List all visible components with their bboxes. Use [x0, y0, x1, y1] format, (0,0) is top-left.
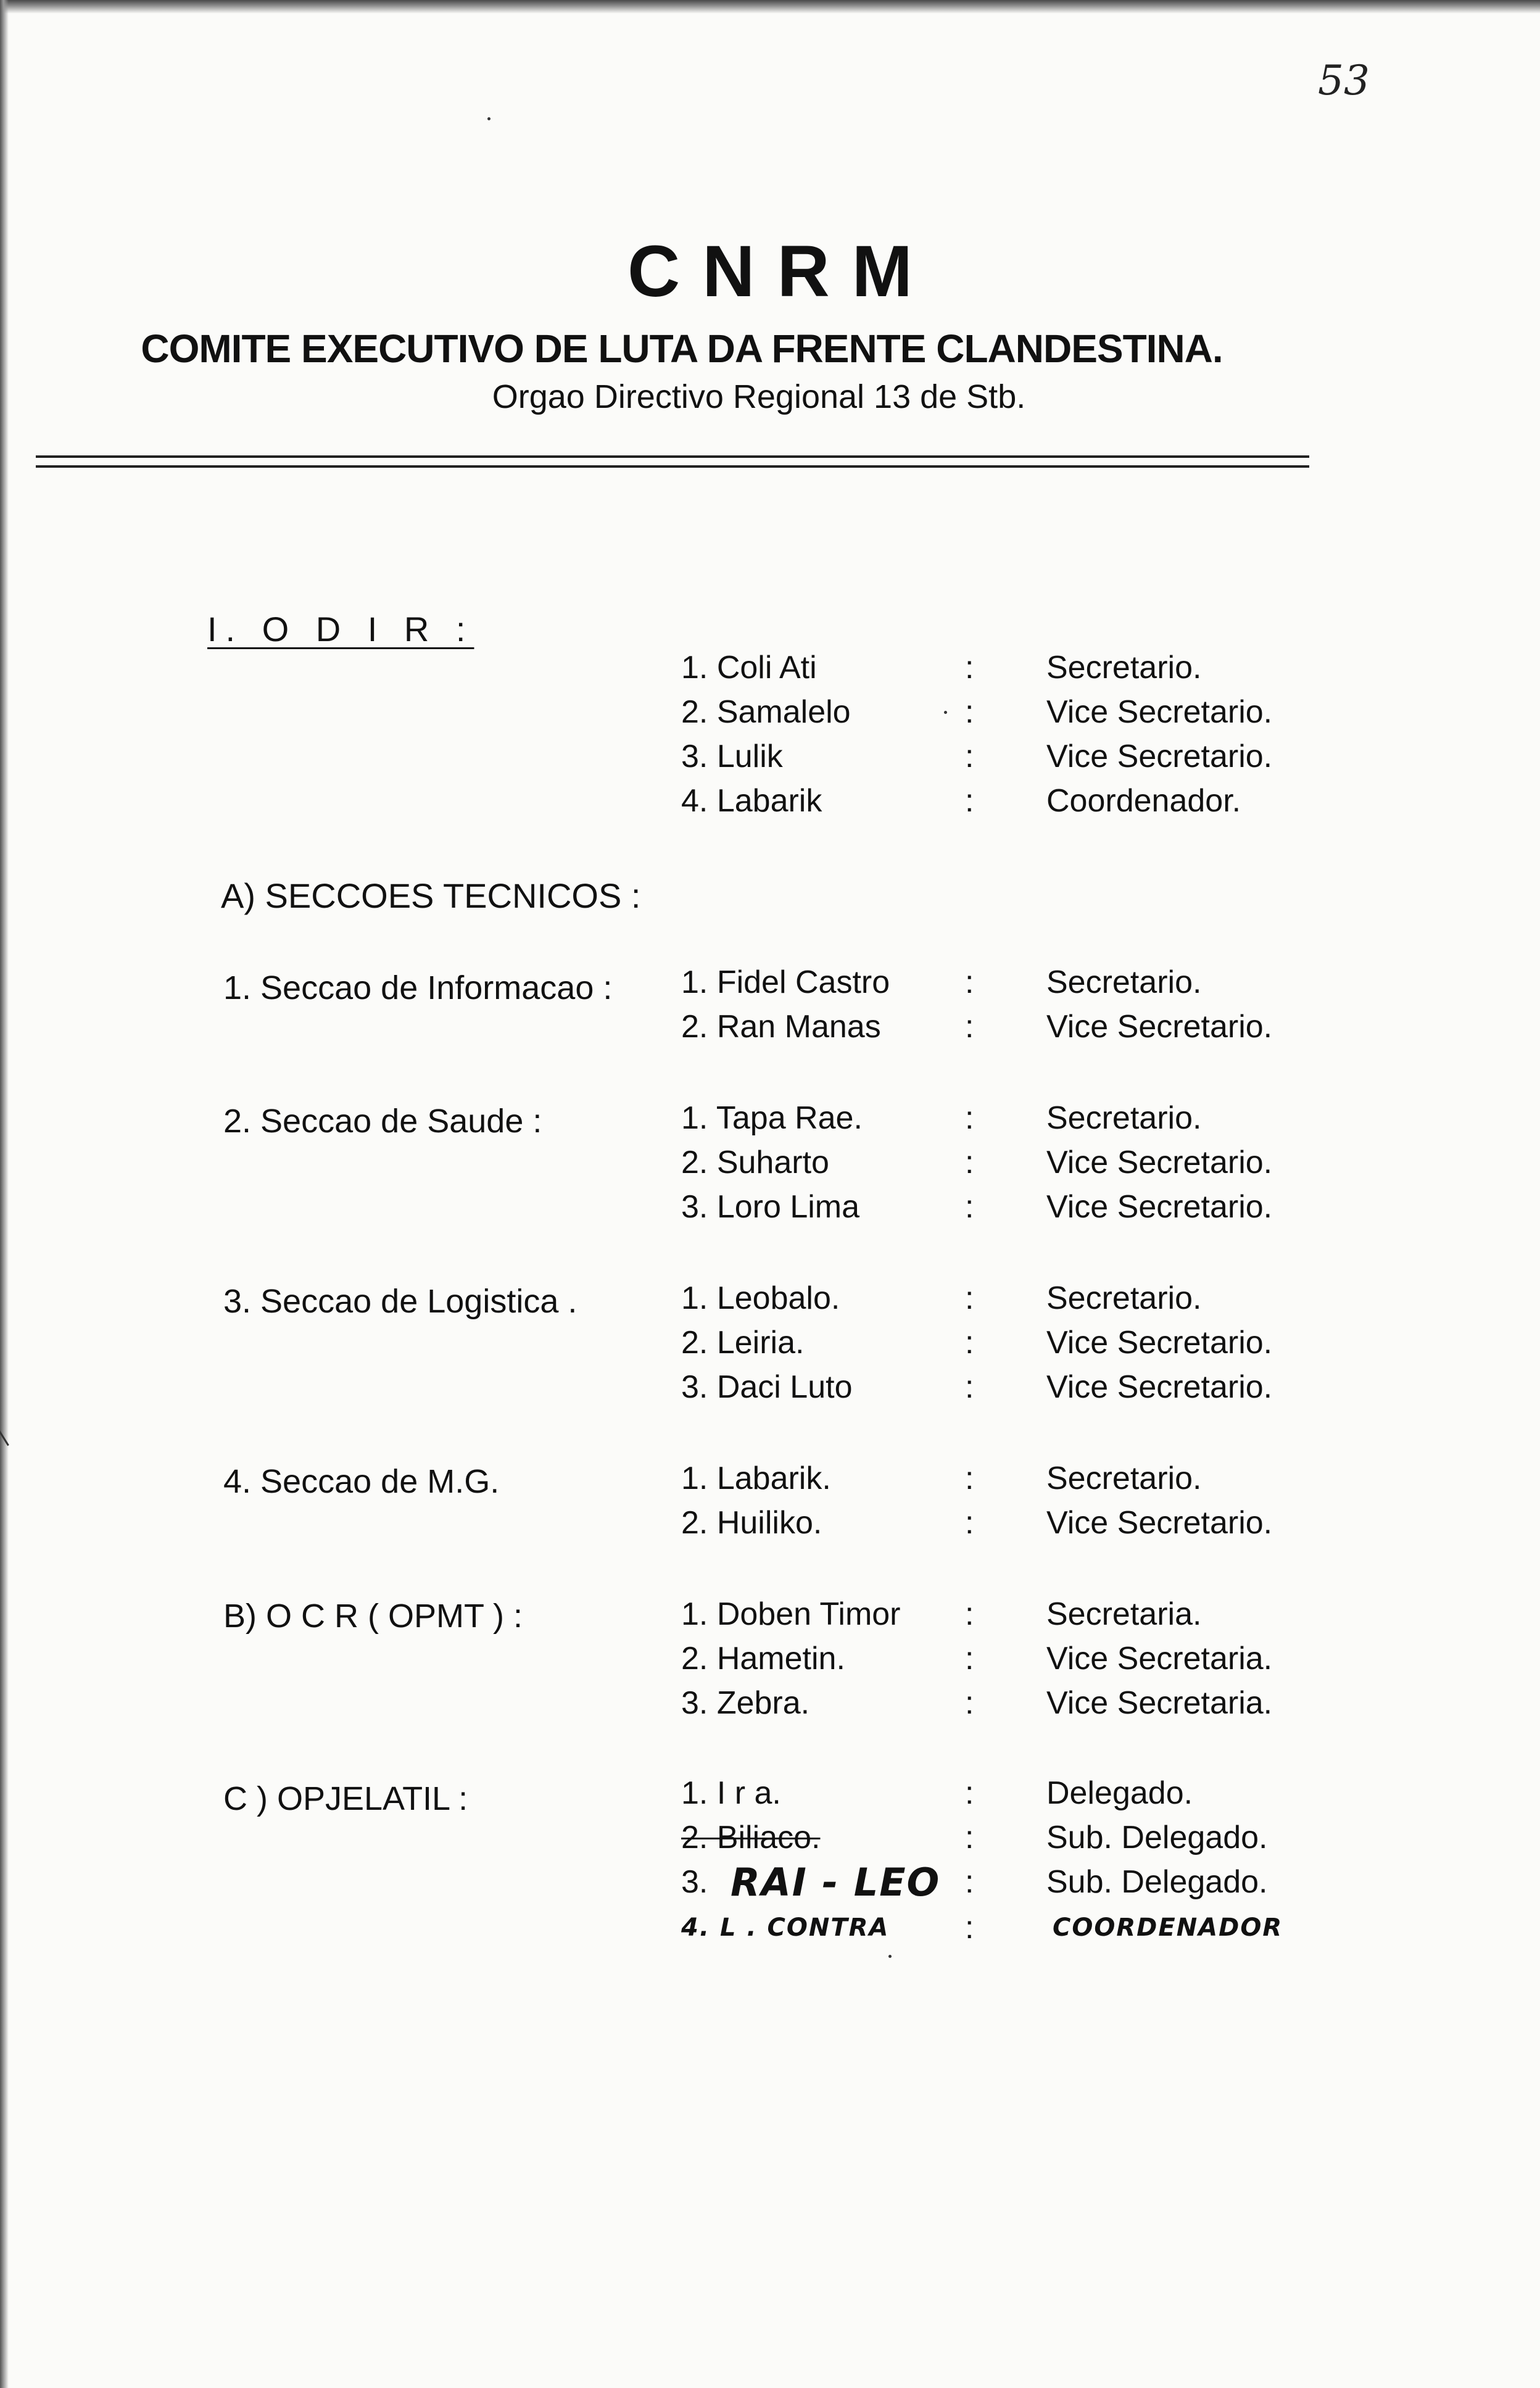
header-divider-bottom	[36, 465, 1309, 468]
member-name: 1. Tapa Rae.	[681, 1100, 863, 1136]
scan-speck	[487, 117, 491, 120]
member-name: 3. Loro Lima	[681, 1189, 860, 1225]
section-label: 2. Seccao de Saude :	[223, 1103, 542, 1140]
odir-member-role: Secretario.	[1046, 650, 1202, 686]
member-role: Vice Secretario.	[1046, 1009, 1273, 1045]
member-colon: :	[965, 1369, 974, 1405]
page-subtitle: COMITE EXECUTIVO DE LUTA DA FRENTE CLANDESTINA.	[141, 326, 1223, 371]
header-divider-top	[36, 455, 1309, 458]
member-name: 1. Labarik.	[681, 1461, 831, 1496]
member-role: Vice Secretaria.	[1046, 1685, 1273, 1721]
member-role: Vice Secretario.	[1046, 1325, 1273, 1361]
member-colon: :	[965, 1189, 974, 1225]
odir-member-role: Vice Secretario.	[1046, 739, 1273, 774]
member-name: 1. Fidel Castro	[681, 964, 890, 1000]
page-number: 53	[1318, 57, 1370, 104]
odir-member-colon: :	[965, 783, 974, 819]
odir-member-name: 2. Samalelo	[681, 694, 851, 730]
member-colon: :	[965, 1145, 974, 1180]
scan-shadow-top	[0, 0, 1540, 14]
page-title: CNRM	[627, 231, 935, 312]
odir-member-colon: :	[965, 650, 974, 686]
member-name: 3. Zebra.	[681, 1685, 810, 1721]
member-name: 2. Hametin.	[681, 1641, 845, 1677]
member-role: Sub. Delegado.	[1046, 1820, 1268, 1855]
member-role: Secretario.	[1046, 964, 1202, 1000]
section-label: C ) OPJELATIL :	[223, 1780, 468, 1817]
handwritten-role: COORDENADOR	[1053, 1913, 1283, 1942]
section-label: B) O C R ( OPMT ) :	[223, 1598, 523, 1635]
member-colon: :	[965, 1685, 974, 1721]
page-subtitle-secondary: Orgao Directivo Regional 13 de Stb.	[492, 378, 1026, 415]
member-colon: :	[965, 1461, 974, 1496]
member-name: 1. Doben Timor	[681, 1596, 901, 1632]
scan-speck	[888, 1955, 892, 1958]
member-colon: :	[965, 1100, 974, 1136]
member-colon: :	[965, 1910, 974, 1946]
odir-member-colon: :	[965, 739, 974, 774]
odir-heading: I. O D I R :	[207, 610, 474, 649]
member-role: Vice Secretario.	[1046, 1189, 1273, 1225]
member-colon: :	[965, 964, 974, 1000]
member-role: Secretario.	[1046, 1100, 1202, 1136]
member-name: 3. Daci Luto	[681, 1369, 853, 1405]
member-role: Secretaria.	[1046, 1596, 1202, 1632]
section-label: 4. Seccao de M.G.	[223, 1463, 500, 1500]
member-number: 3.	[681, 1864, 708, 1900]
member-role: Secretario.	[1046, 1280, 1202, 1316]
handwritten-name: RAI - LEO	[731, 1860, 941, 1905]
section-label: 3. Seccao de Logistica .	[223, 1283, 578, 1320]
member-role: Vice Secretario.	[1046, 1505, 1273, 1541]
odir-member-role: Coordenador.	[1046, 783, 1241, 819]
member-role: Vice Secretario.	[1046, 1369, 1273, 1405]
odir-member-name: 1. Coli Ati	[681, 650, 817, 686]
member-colon: :	[965, 1641, 974, 1677]
member-colon: :	[965, 1775, 974, 1811]
odir-member-name: 4. Labarik	[681, 783, 822, 819]
member-colon: :	[965, 1009, 974, 1045]
section-label: 1. Seccao de Informacao :	[223, 969, 613, 1006]
member-role: Secretario.	[1046, 1461, 1202, 1496]
member-name: 2. Huiliko.	[681, 1505, 822, 1541]
member-colon: :	[965, 1864, 974, 1900]
handwritten-name: 4. L . CONTRA	[681, 1913, 890, 1942]
member-name-struck: 2. Biliaco.	[681, 1820, 821, 1855]
member-colon: :	[965, 1505, 974, 1541]
scan-speck	[944, 711, 947, 714]
member-name: 1. I r a.	[681, 1775, 781, 1811]
member-role: Delegado.	[1046, 1775, 1193, 1811]
odir-member-name: 3. Lulik	[681, 739, 783, 774]
member-colon: :	[965, 1820, 974, 1855]
member-role: Vice Secretario.	[1046, 1145, 1273, 1180]
member-name: 1. Leobalo.	[681, 1280, 840, 1316]
odir-member-role: Vice Secretario.	[1046, 694, 1273, 730]
member-role: Vice Secretaria.	[1046, 1641, 1273, 1677]
member-role: Sub. Delegado.	[1046, 1864, 1268, 1900]
member-colon: :	[965, 1325, 974, 1361]
member-name: 2. Leiria.	[681, 1325, 805, 1361]
member-colon: :	[965, 1596, 974, 1632]
member-name: 2. Suharto	[681, 1145, 829, 1180]
odir-member-colon: :	[965, 694, 974, 730]
section-heading: A) SECCOES TECNICOS :	[221, 876, 641, 915]
member-name: 2. Ran Manas	[681, 1009, 881, 1045]
member-colon: :	[965, 1280, 974, 1316]
